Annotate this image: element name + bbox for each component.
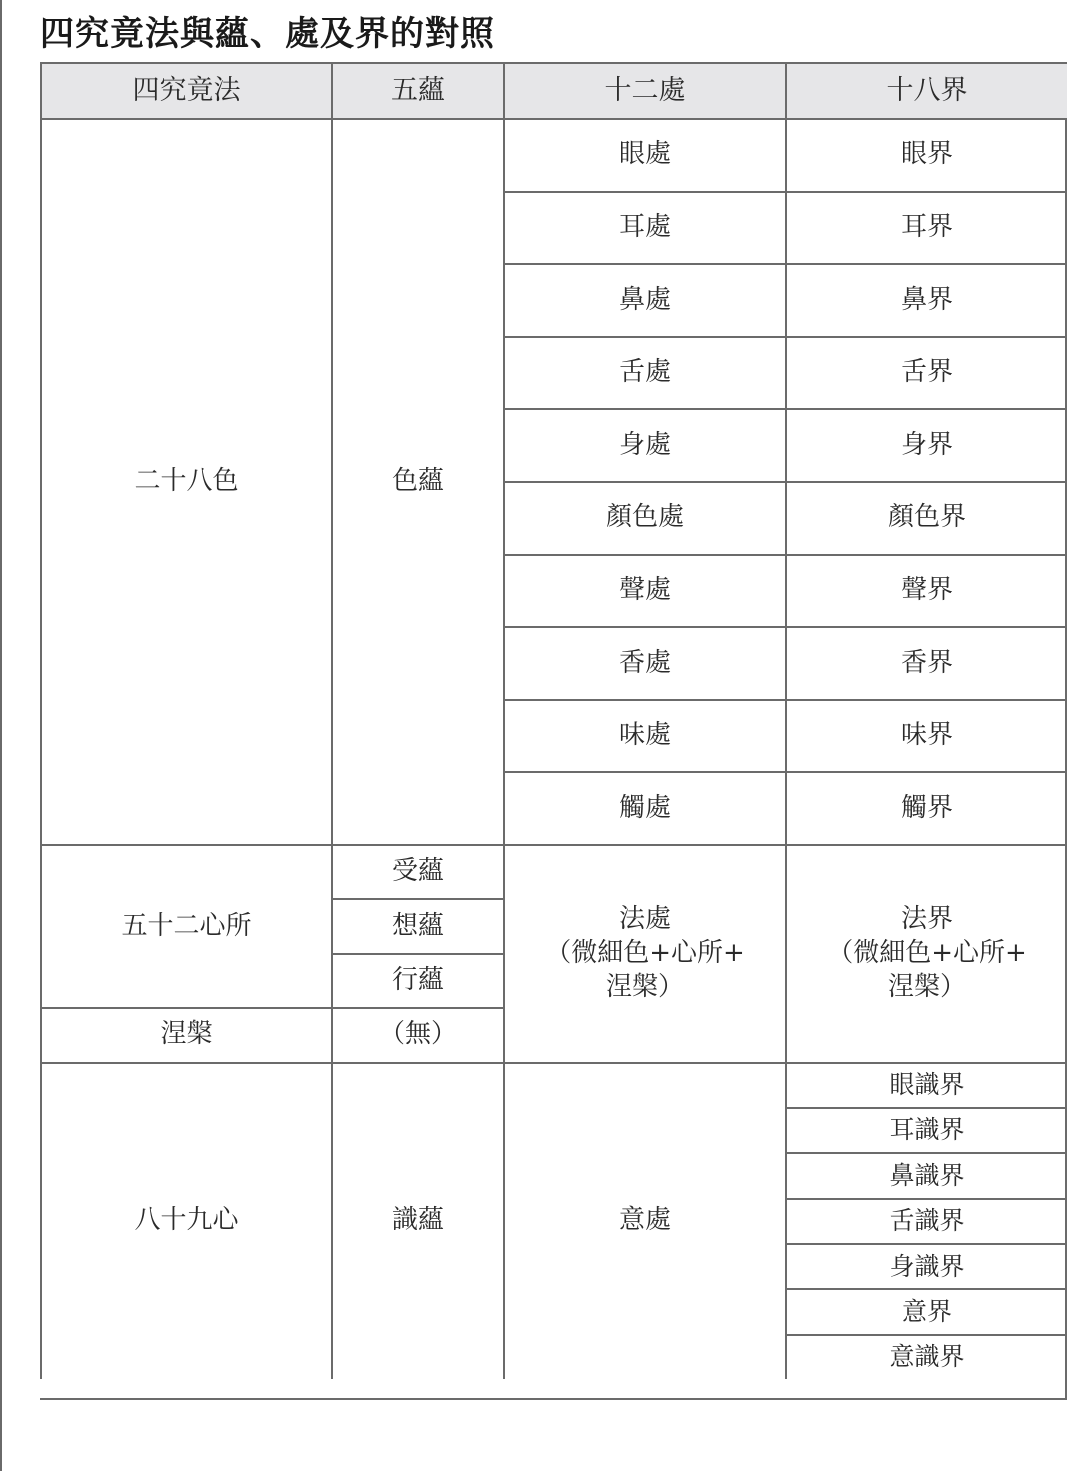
cell-aggregate-perception: 想蘊 <box>331 898 503 952</box>
cell-element: 觸界 <box>785 771 1067 844</box>
cell-aggregate-feeling: 受蘊 <box>331 844 503 898</box>
cell-element: 顏色界 <box>785 481 1067 554</box>
cell-base: 舌處 <box>503 336 785 409</box>
cell-element: 鼻界 <box>785 263 1067 336</box>
cell-base: 觸處 <box>503 771 785 844</box>
cell-element: 香界 <box>785 626 1067 699</box>
cell-nibbana-ultimate: 涅槃 <box>40 1007 331 1061</box>
dhamma-element-line: 法界 <box>900 904 953 935</box>
header-elements: 十八界 <box>785 62 1067 118</box>
cell-consciousness-element: 舌識界 <box>785 1198 1067 1243</box>
cell-element: 眼界 <box>785 118 1067 191</box>
cell-consciousness-element: 眼識界 <box>785 1062 1067 1107</box>
cell-consciousness-element: 耳識界 <box>785 1107 1067 1152</box>
cell-citta-aggregate: 識蘊 <box>331 1062 503 1380</box>
dhamma-base-line: 法處 <box>618 904 671 935</box>
cell-consciousness-element: 鼻識界 <box>785 1152 1067 1197</box>
cell-element: 耳界 <box>785 191 1067 264</box>
cell-rupa-ultimate: 二十八色 <box>40 118 331 844</box>
cell-aggregate-formations: 行蘊 <box>331 953 503 1007</box>
cell-base: 顏色處 <box>503 481 785 554</box>
comparison-table <box>40 62 1067 1400</box>
cell-citta-ultimate: 八十九心 <box>40 1062 331 1380</box>
cell-base: 聲處 <box>503 554 785 627</box>
page-title: 四究竟法與蘊、處及界的對照 <box>40 14 495 54</box>
header-ultimate-dhamma: 四究竟法 <box>40 62 331 118</box>
cell-dhamma-base <box>503 844 785 1062</box>
cell-element: 味界 <box>785 699 1067 772</box>
page-left-edge <box>0 0 2 1471</box>
dhamma-element-line: （微細色+心所+ <box>827 937 1027 968</box>
cell-base: 眼處 <box>503 118 785 191</box>
dhamma-base-line: （微細色+心所+ <box>545 937 745 968</box>
cell-cetasika-ultimate: 五十二心所 <box>40 844 331 1007</box>
cell-base: 耳處 <box>503 191 785 264</box>
cell-base: 身處 <box>503 408 785 481</box>
cell-dhamma-element <box>785 844 1067 1062</box>
cell-consciousness-element: 身識界 <box>785 1243 1067 1288</box>
dhamma-base-line: 涅槃） <box>605 971 684 1002</box>
cell-base: 鼻處 <box>503 263 785 336</box>
dhamma-element-line: 涅槃） <box>887 971 966 1002</box>
cell-nibbana-aggregate: （無） <box>331 1007 503 1061</box>
cell-consciousness-element: 意界 <box>785 1288 1067 1333</box>
cell-rupa-aggregate: 色蘊 <box>331 118 503 844</box>
cell-element: 聲界 <box>785 554 1067 627</box>
cell-element: 舌界 <box>785 336 1067 409</box>
header-bases: 十二處 <box>503 62 785 118</box>
cell-element: 身界 <box>785 408 1067 481</box>
header-aggregates: 五蘊 <box>331 62 503 118</box>
cell-base: 香處 <box>503 626 785 699</box>
cell-consciousness-element: 意識界 <box>785 1334 1067 1379</box>
cell-citta-base: 意處 <box>503 1062 785 1380</box>
cell-base: 味處 <box>503 699 785 772</box>
